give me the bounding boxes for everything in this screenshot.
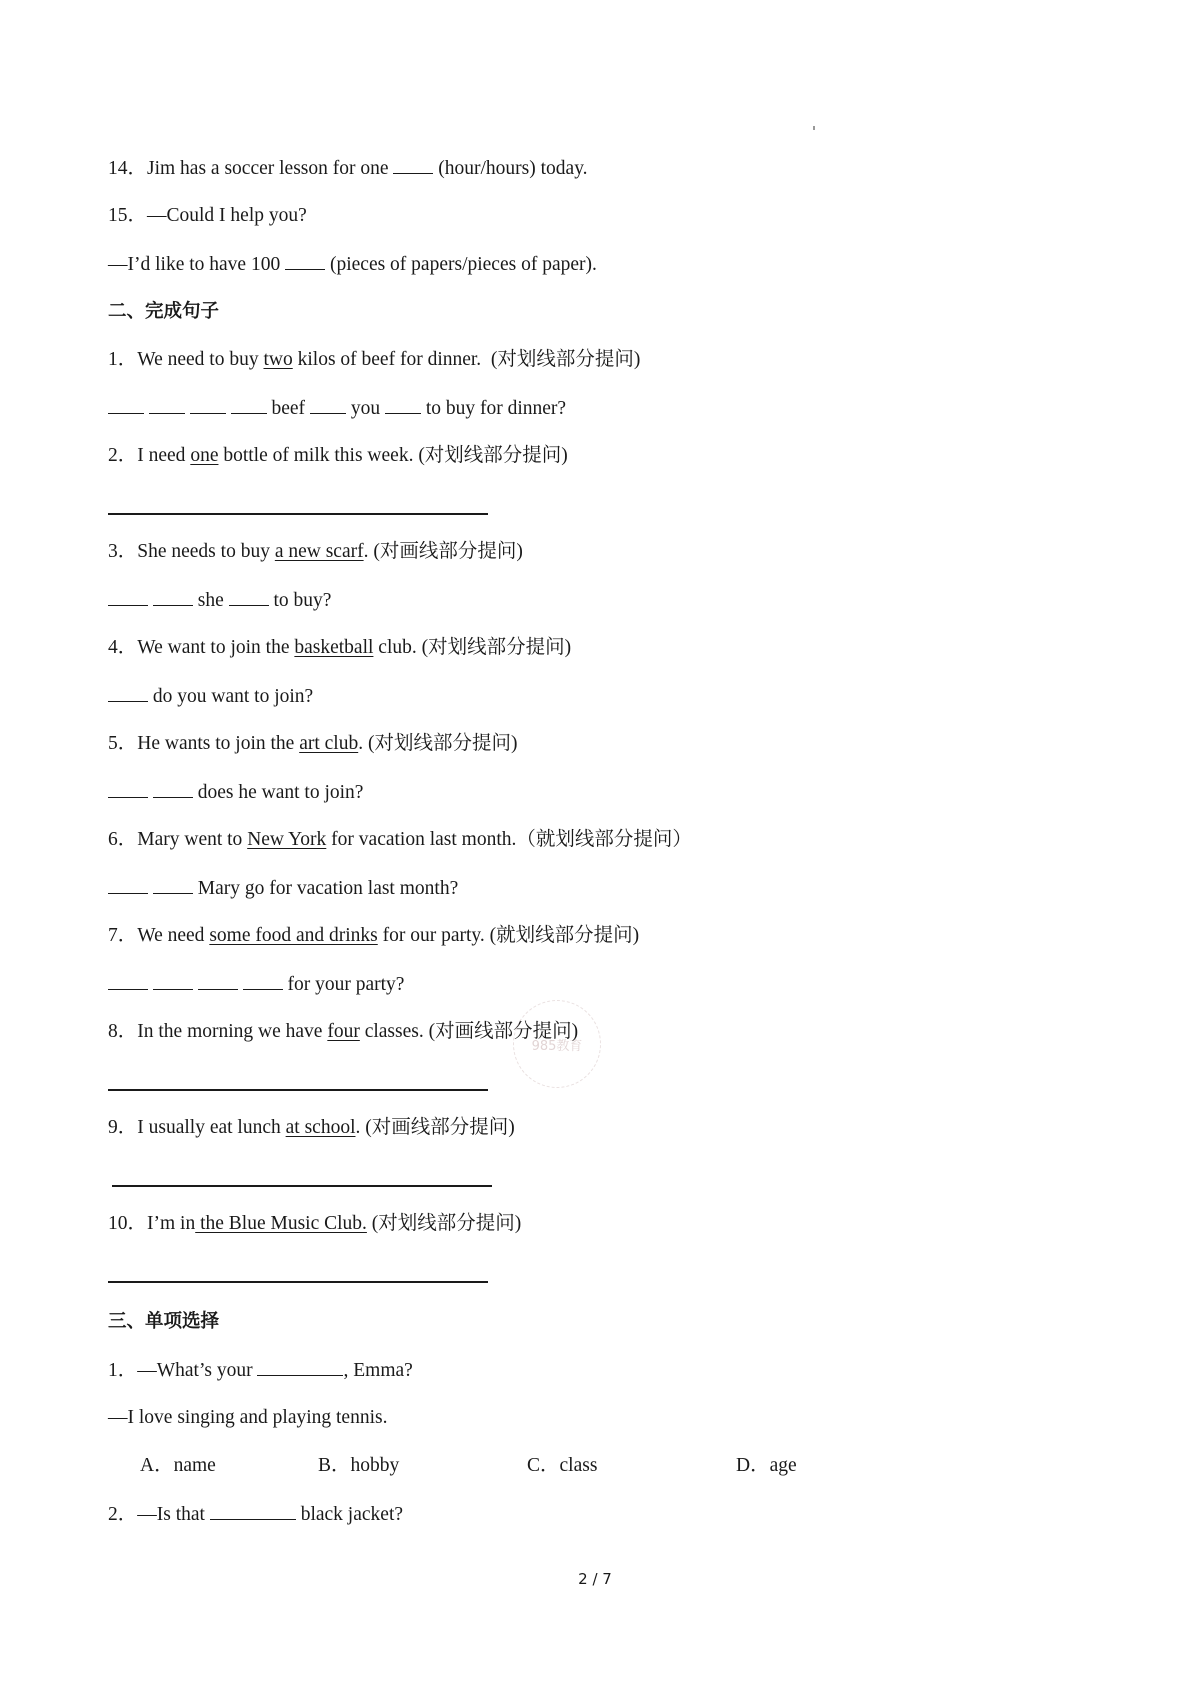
answer-line-10[interactable] bbox=[108, 1281, 488, 1283]
s2-question-9: 9．I usually eat lunch at school. (对画线部分提问) bbox=[108, 1117, 515, 1138]
answer-line-9[interactable] bbox=[112, 1185, 492, 1187]
speck bbox=[813, 126, 815, 130]
option-a[interactable]: A．name bbox=[140, 1455, 216, 1476]
answer-blank[interactable] bbox=[190, 396, 226, 414]
watermark-seal: 985教育 bbox=[513, 1000, 601, 1088]
s2-answer-1: beef you to buy for dinner? bbox=[108, 396, 566, 421]
answer-blank[interactable] bbox=[210, 1502, 296, 1520]
s2-question-1: 1．We need to buy two kilos of beef for dinner. (对划线部分提问) bbox=[108, 349, 641, 370]
answer-blank[interactable] bbox=[108, 876, 148, 894]
answer-blank[interactable] bbox=[198, 972, 238, 990]
option-d[interactable]: D．age bbox=[736, 1455, 797, 1476]
s2-question-4: 4．We want to join the basketball club. (对划线部分提问) bbox=[108, 637, 572, 658]
s2-answer-3: she to buy? bbox=[108, 588, 331, 613]
answer-blank[interactable] bbox=[153, 588, 193, 606]
s2-question-7: 7．We need some food and drinks for our party. (就划线部分提问) bbox=[108, 925, 640, 946]
answer-blank[interactable] bbox=[108, 684, 148, 702]
answer-blank[interactable] bbox=[385, 396, 421, 414]
answer-blank[interactable] bbox=[243, 972, 283, 990]
answer-blank[interactable] bbox=[153, 780, 193, 798]
answer-blank[interactable] bbox=[285, 252, 325, 270]
s2-question-2: 2．I need one bottle of milk this week. (对划线部分提问) bbox=[108, 445, 568, 466]
answer-blank[interactable] bbox=[108, 588, 148, 606]
s3-question-1: 1．—What’s your , Emma? bbox=[108, 1360, 413, 1381]
option-b[interactable]: B．hobby bbox=[318, 1455, 400, 1476]
question-14: 14．Jim has a soccer lesson for one (hour/hours) today. bbox=[108, 158, 588, 179]
answer-blank[interactable] bbox=[149, 396, 185, 414]
question-15-reply: —I’d like to have 100 (pieces of papers/pieces of paper). bbox=[108, 254, 597, 275]
s2-answer-5: does he want to join? bbox=[108, 780, 363, 805]
s2-question-5: 5．He wants to join the art club. (对划线部分提问) bbox=[108, 733, 518, 754]
answer-blank[interactable] bbox=[231, 396, 267, 414]
s2-answer-4: do you want to join? bbox=[108, 684, 313, 709]
s3-question-1-reply: —I love singing and playing tennis. bbox=[108, 1407, 388, 1428]
s3-question-2: 2．—Is that black jacket? bbox=[108, 1504, 404, 1525]
answer-blank[interactable] bbox=[257, 1358, 343, 1376]
answer-line-8[interactable] bbox=[108, 1089, 488, 1091]
s2-question-8: 8．In the morning we have four classes. (对画线部分提问) bbox=[108, 1021, 579, 1042]
answer-blank[interactable] bbox=[393, 156, 433, 174]
s2-question-10: 10．I’m in the Blue Music Club. (对划线部分提问) bbox=[108, 1213, 522, 1234]
question-15: 15．—Could I help you? bbox=[108, 205, 307, 226]
answer-blank[interactable] bbox=[108, 396, 144, 414]
option-c[interactable]: C．class bbox=[527, 1455, 598, 1476]
page-number: 2 / 7 bbox=[578, 1570, 612, 1588]
s2-answer-6: Mary go for vacation last month? bbox=[108, 876, 458, 901]
section-title-multiple-choice: 三、单项选择 bbox=[108, 1311, 220, 1332]
answer-blank[interactable] bbox=[108, 972, 148, 990]
answer-blank[interactable] bbox=[153, 876, 193, 894]
s2-question-6: 6．Mary went to New York for vacation last month.（就划线部分提问） bbox=[108, 829, 692, 850]
answer-blank[interactable] bbox=[310, 396, 346, 414]
s2-question-3: 3．She needs to buy a new scarf. (对画线部分提问) bbox=[108, 541, 523, 562]
answer-line-2[interactable] bbox=[108, 513, 488, 515]
answer-blank[interactable] bbox=[153, 972, 193, 990]
answer-blank[interactable] bbox=[229, 588, 269, 606]
answer-blank[interactable] bbox=[108, 780, 148, 798]
s2-answer-7: for your party? bbox=[108, 972, 404, 997]
section-title-complete-sentences: 二、完成句子 bbox=[108, 301, 220, 322]
